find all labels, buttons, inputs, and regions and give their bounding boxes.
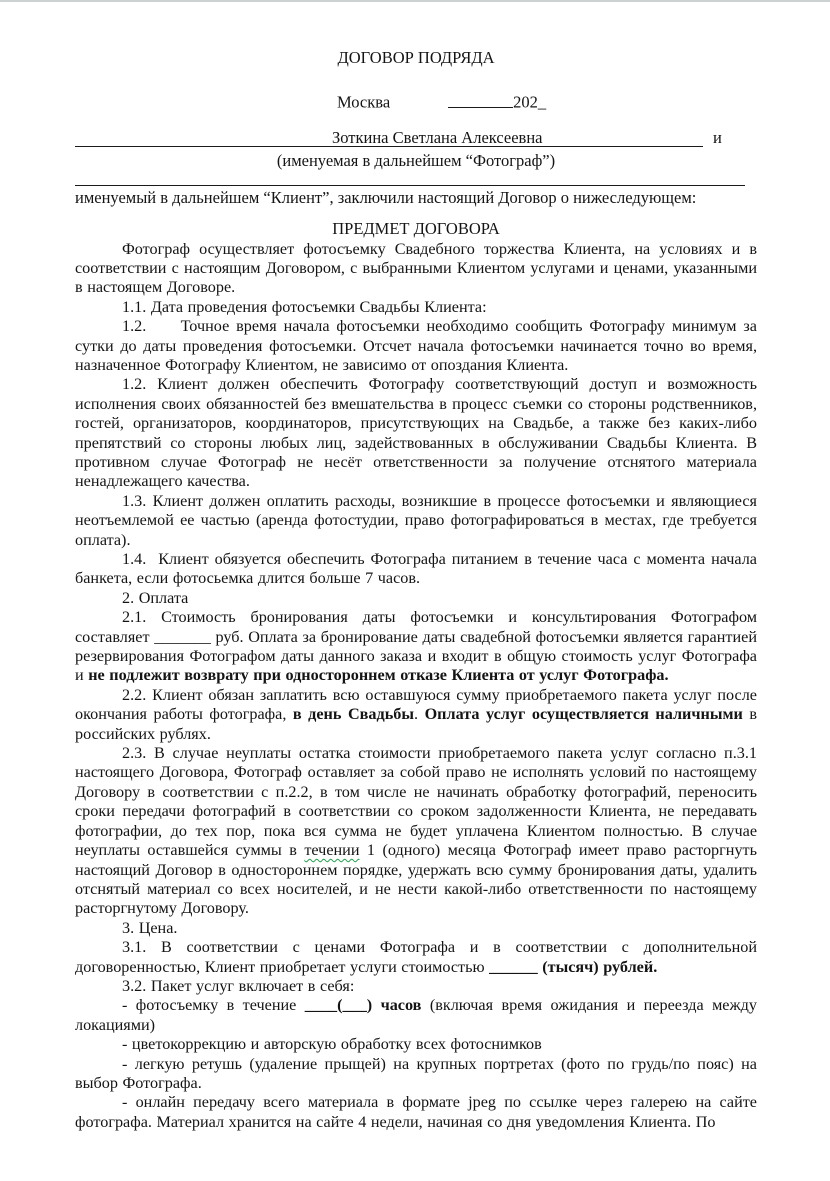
text-run: 3.1. В соответствии с ценами Фотографа и в соответствии с дополнительной договоренностью, Клиент приобретает услуги стоимостью <box>75 938 757 976</box>
text-run: 1.1. Дата проведения фотосъемки Свадьбы Клиента: <box>122 297 487 316</box>
paragraph <box>75 550 757 589</box>
text-run: в день Свадьбы <box>292 705 414 724</box>
text-run: - цветокоррекцию и авторскую обработку всех фотоснимков <box>122 1035 542 1054</box>
text-run: - легкую ретушь (удаление прыщей) на крупных портретах (фото по грудь/по пояс) на выбор Фотографа. <box>75 1054 757 1092</box>
text-run: . <box>413 705 425 724</box>
text-run: 1.2. Клиент должен обеспечить Фотографу соответствующий доступ и возможность исполнения своих обязанностей без вмешательства в процесс съемки со стороны родственников, гостей, организаторов, координаторов, присутствующих на Свадьбе, а также без каких-либо препятствий со стороны любых лиц, задействованных в обслуживании Свадьбы Клиента. В противном случае Фотограф не несёт ответственности за получение отснятого материала ненадлежащего качества. <box>75 375 757 491</box>
text-run: не подлежит возврату при одностороннем отказе Клиента от услуг Фотографа. <box>88 666 669 685</box>
paragraph <box>75 317 757 375</box>
text-run: - онлайн передачу всего материала в формате jpeg по ссылке через галерею на сайте фотографа. Материал хранится на сайте 4 недели, начиная со дня уведомления Клиента. По <box>75 1093 757 1131</box>
photographer-alias-line: (именуемая в дальнейшем “Фотограф”) <box>276 150 556 170</box>
text-run: - фотосъемку в течение <box>122 996 305 1015</box>
client-blank-line <box>75 185 745 186</box>
client-alias-line: именуемый в дальнейшем “Клиент”, заключили настоящий Договор о нижеследующем: <box>75 187 697 207</box>
paragraph <box>75 492 757 550</box>
city-text: Москва <box>337 92 391 112</box>
text-run: 3. Цена. <box>122 918 178 937</box>
text-run: 1 (одного) месяца Фотограф имеет право расторгнуть настоящий Договор в одностороннем порядке, удержать всю сумму бронирования даты, удалить отснятый материал со всех носителей, и не нести какой-либо ответственности по настоящему расторгнутому Договору. <box>75 841 757 918</box>
place-date-line <box>337 90 757 113</box>
text-run: (включая время ожидания и переезда между локациями) <box>75 996 758 1034</box>
text-run: ____(___) часов <box>304 996 422 1015</box>
paragraph <box>75 938 757 977</box>
paragraph <box>75 1055 757 1094</box>
text-run: Фотограф осуществляет фотосъемку Свадебного торжества Клиента, на условиях и в соответствии с настоящим Договором, с выбранными Клиентом услугами и ценами, указанными в настоящем Договоре. <box>75 239 757 297</box>
paragraph <box>75 977 757 996</box>
paragraph <box>75 608 757 686</box>
text-run: 2. Оплата <box>122 588 189 607</box>
text-run: 1.3. Клиент должен оплатить расходы, возникшие в процессе фотосъемки и являющиеся неотъемлемой ее частью (аренда фотостудии, право фотографироваться в местах, где требуется оплата). <box>75 491 757 549</box>
text-run: Оплата услуг осуществляется наличными <box>424 705 743 724</box>
contract-paragraphs <box>75 240 757 1133</box>
paragraph <box>75 744 757 919</box>
text-run: 1.4. Клиент обязуется обеспечить Фотографа питанием в течение часа с момента начала банкета, если фотосьемка длится больше 7 часов. <box>75 550 757 588</box>
document-title: ДОГОВОР ПОДРЯДА <box>337 48 495 67</box>
contract-page <box>0 2 830 1132</box>
conjunction-text: и <box>713 127 722 147</box>
text-run: ______ (тысяч) рублей. <box>489 957 658 976</box>
year-text: 202_ <box>513 92 547 112</box>
subject-heading: ПРЕДМЕТ ДОГОВОРА <box>332 218 500 238</box>
paragraph <box>75 589 757 608</box>
paragraph <box>75 298 757 317</box>
date-blank-underline <box>448 90 513 108</box>
photographer-name: Зоткина Светлана Алексеевна <box>332 127 543 147</box>
text-run: 2.1. Стоимость бронирования даты фотосъемки и консультирования Фотографом составляет _______ руб. Оплата за бронирование даты свадебной фотосъемки является гарантией резервирования Фотографом даты данного заказа и входит в общую стоимость услуг Фотографа и <box>75 608 757 685</box>
grammar-flagged-text: течении <box>304 841 360 860</box>
paragraph <box>75 919 757 938</box>
text-run: в российских рублях. <box>75 705 757 743</box>
paragraph <box>75 1035 757 1054</box>
paragraph <box>75 686 757 744</box>
paragraph <box>75 996 757 1035</box>
text-run: 2.2. Клиент обязан заплатить всю оставшуюся сумму приобретаемого пакета услуг после окончания работы фотографа, <box>75 685 757 724</box>
text-run: 2.3. В случае неуплаты остатка стоимости приобретаемого пакета услуг согласно п.3.1 настоящего Договора, Фотограф оставляет за собой право не исполнять условий по настоящему Договору в соответствии с п.2.2, в том числе не начинать обработку фотографий, переносить сроки передачи фотографий в соответствии со сроком задолженности Клиента, не передавать фотографии, до тех пор, пока вся сумма не будет уплачена Клиентом полностью. В случае неуплаты оставшейся суммы в <box>75 744 757 860</box>
text-run: 3.2. Пакет услуг включает в себя: <box>122 976 355 995</box>
photographer-party-line <box>75 128 757 150</box>
paragraph <box>75 1093 757 1132</box>
paragraph <box>75 375 757 491</box>
paragraph <box>75 240 757 298</box>
text-run: 1.2. Точное время начала фотосъемки необходимо сообщить Фотографу минимум за сутки до даты проведения фотосъемки. Отсчет начала фотосъемки начинается точно во время, назначенное Фотографу Клиентом, не зависимо от опоздания Клиента. <box>75 317 757 374</box>
